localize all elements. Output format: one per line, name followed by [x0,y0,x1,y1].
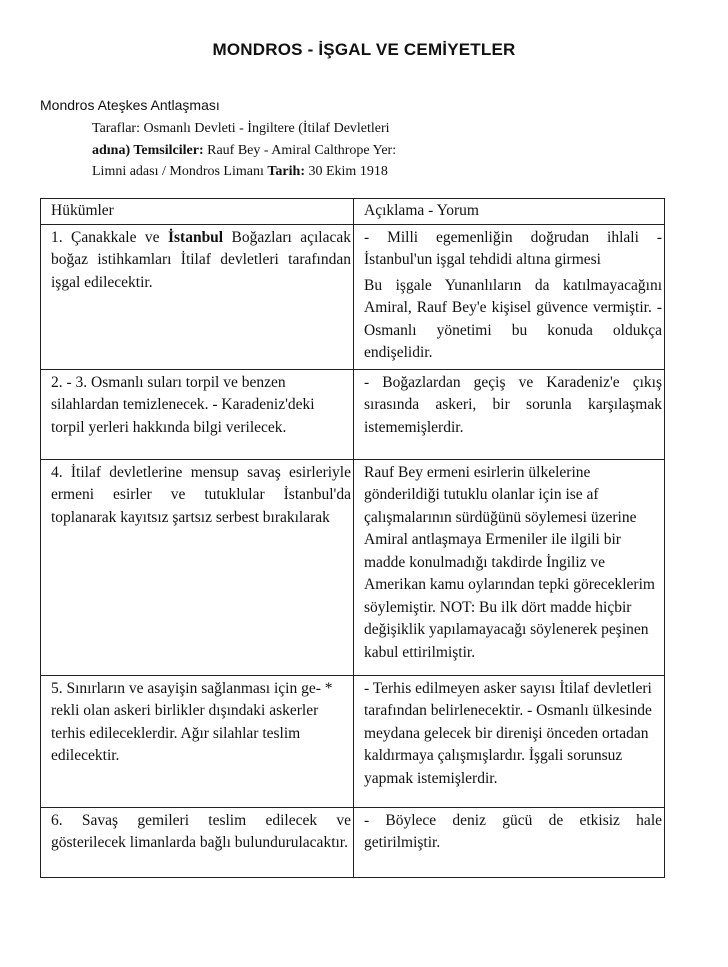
table-row [41,369,665,459]
comment-text: - Terhis edilmeyen asker sayısı İtilaf devletleri tarafından belirlenecektir. - Osmanlı ülkesinde meydana gelecek bir direnişi önceden ortadan kaldırmaya çalışmışlardır. İşgali sorunsuz yapmak istemişlerdir. [364,679,652,787]
table-row [41,224,665,369]
provision-cell [41,369,354,459]
comment-text: - Boğazlardan geçiş ve Karadeniz'e çıkış sırasında askeri, bir sorunla karşılaşmak istememişlerdir. [364,373,662,436]
provision-text: 5. Sınırların ve asayişin sağlanması için ge- * rekli olan askeri birlikler dışındaki askerler terhis edileceklerdir. Ağır silahlar teslim edilecektir. [51,679,333,764]
provisions-table [40,198,665,878]
intro-line-parties: Taraflar: Osmanlı Devleti - İngiltere (İtilaf Devletleri [92,121,390,136]
table-row [41,459,665,675]
section-subtitle: Mondros Ateşkes Antlaşması [40,97,220,113]
intro-representatives-label: adına) Temsilciler: [92,142,204,158]
provision-cell [41,675,354,807]
provision-text: 6. Savaş gemileri teslim edilecek ve gösterilecek limanlarda bağlı bulundurulacaktır. [51,811,351,851]
provision-text: 1. Çanakkale ve [51,228,168,246]
intro-block [92,118,472,183]
provision-text: Boğazları açılacak boğaz istihkamları İtilaf devletleri tarafından işgal edilecektir. [51,228,352,291]
page-title: MONDROS - İŞGAL VE CEMİYETLER [212,40,516,59]
intro-line-place-date [92,161,472,183]
provision-cell [41,224,354,369]
intro-place-value: Limni adası / Mondros Limanı [92,164,268,179]
comment-text: - Böylece deniz gücü de etkisiz hale getirilmiştir. [364,811,662,851]
table-row [41,675,665,807]
header-hukumler: Hükümler [41,199,354,225]
intro-representatives-value: Rauf Bey - Amiral Calthrope Yer: [203,142,397,158]
provision-bold-text: İstanbul [167,228,224,246]
provision-text: 4. İtilaf devletlerine mensup savaş esirleriyle ermeni esirler ve tutuklular İstanbul'da toplanarak kayıtsız şartsız serbest bırakılarak [51,463,351,526]
comment-cell [354,224,665,369]
header-aciklama-yorum: Açıklama - Yorum [354,199,665,225]
provision-cell [41,459,354,675]
intro-line-representatives [92,140,472,162]
comment-cell [354,369,665,459]
table-header-row [41,199,665,225]
intro-date-label: Tarih: [267,164,305,179]
comment-text: Rauf Bey ermeni esirlerin ülkelerine gönderildiği tutuklu olanlar için ise af çalışmalarının sürdüğünü söylemesi üzerine Amiral antlaşmaya Ermeniler ile ilgili bir madde konulmadığı takdirde İngiliz ve Amerikan kamu oylarından tepki göreceklerim söylemiştir. NOT: Bu ilk dört madde hiçbir değişiklik yapılamayacağı söylenerek peşinen kabul ettirilmiştir. [364,463,655,661]
comment-cell [354,675,665,807]
intro-date-value: 30 Ekim 1918 [304,164,388,179]
provision-cell [41,807,354,877]
comment-text: - Milli egemenliğin doğrudan ihlali - İstanbul'un işgal tehdidi altına girmesi [364,228,662,268]
comment-text: Bu işgale Yunanlıların da katılmayacağını Amiral, Rauf Bey'e kişisel güvence vermiştir. - Osmanlı yönetimi bu konuda oldukça endişelidir. [364,276,662,361]
table-row [41,807,665,877]
comment-cell [354,459,665,675]
comment-cell [354,807,665,877]
provision-text: 2. - 3. Osmanlı suları torpil ve benzen silahlardan temizlenecek. - Karadeniz'deki torpil yerleri hakkında bilgi verilecek. [51,373,315,436]
